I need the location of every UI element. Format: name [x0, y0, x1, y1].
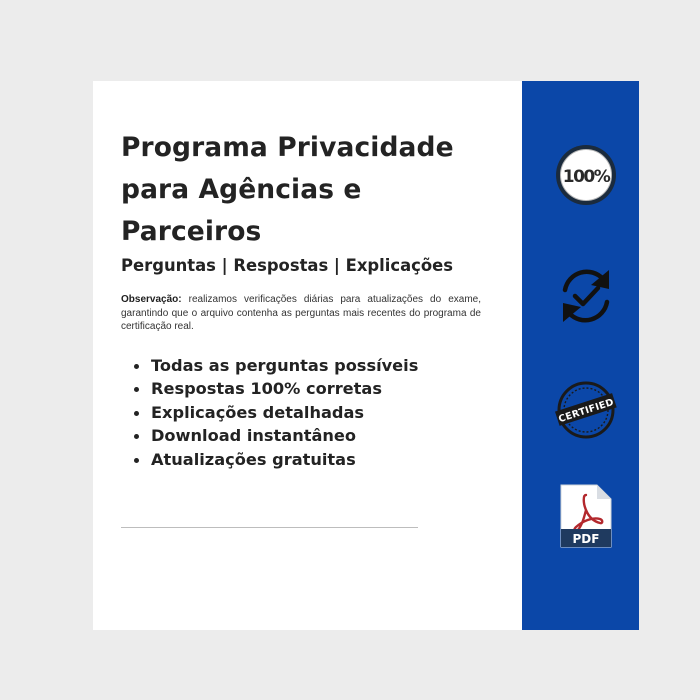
- feature-label: Todas as perguntas possíveis: [151, 355, 419, 375]
- divider: [121, 527, 418, 528]
- subtitle: Perguntas | Respostas | Explicações: [121, 256, 453, 275]
- bullet-icon: [134, 434, 139, 439]
- title-line: para Agências e: [121, 174, 362, 205]
- feature-item: [121, 448, 481, 472]
- feature-label: Explicações detalhadas: [151, 402, 365, 422]
- feature-label: Atualizações gratuitas: [151, 449, 356, 469]
- bullet-icon: [134, 458, 139, 463]
- feature-item: [121, 401, 481, 425]
- feature-list: [121, 354, 481, 472]
- bullet-icon: [134, 364, 139, 369]
- feature-label: Download instantâneo: [151, 426, 357, 446]
- feature-label: Respostas 100% corretas: [151, 379, 382, 399]
- certified-text: CERTIFIED: [557, 396, 616, 426]
- product-content: [121, 127, 481, 471]
- note-paragraph: [121, 293, 481, 334]
- sync-check-icon: [555, 264, 617, 328]
- page-title: [121, 127, 481, 253]
- note-label: Observação:: [121, 294, 182, 305]
- bullet-icon: [134, 387, 139, 392]
- badge-sidebar: [522, 81, 639, 630]
- title-line: Parceiros: [121, 216, 262, 247]
- feature-item: [121, 354, 481, 378]
- pdf-label: PDF: [572, 532, 600, 546]
- pdf-file-icon: [559, 483, 613, 549]
- badge-percent-text: 100%: [562, 167, 610, 187]
- title-line: Programa Privacidade: [121, 132, 454, 163]
- badge-100-icon: [555, 144, 617, 206]
- bullet-icon: [134, 411, 139, 416]
- certified-stamp-icon: [554, 380, 618, 440]
- note-text: realizamos verificações diárias para atualizações do exame, garantindo que o arquivo contenha as perguntas mais recentes do programa de certificação real.: [121, 294, 481, 332]
- feature-item: [121, 377, 481, 401]
- feature-item: [121, 424, 481, 448]
